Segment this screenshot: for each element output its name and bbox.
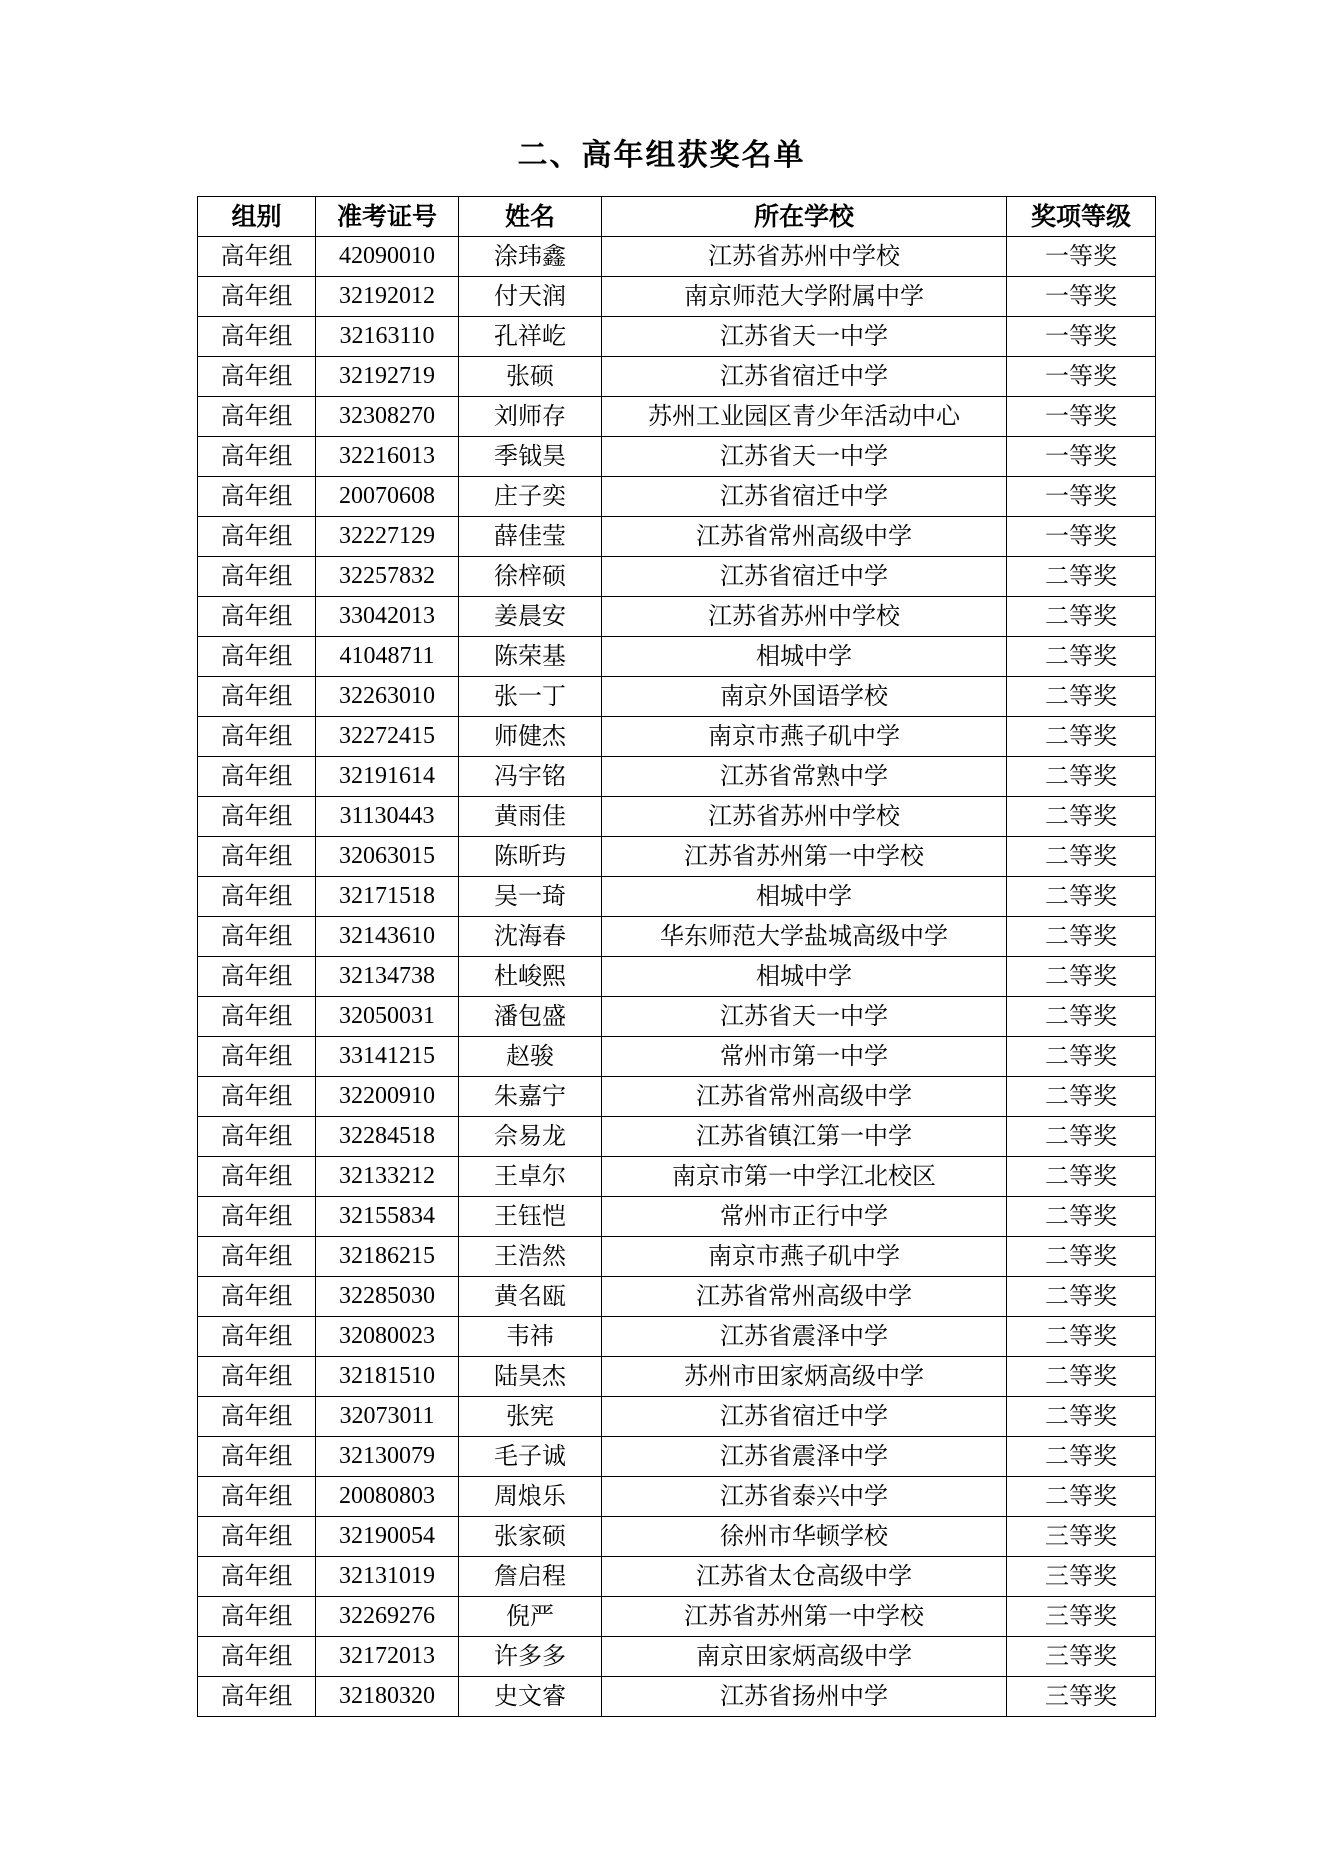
- cell-award-level: 二等奖: [1007, 1437, 1156, 1477]
- table-row: [198, 1557, 1156, 1597]
- cell-group: 高年组: [198, 997, 316, 1037]
- header-exam-id: 准考证号: [316, 197, 459, 237]
- cell-award-level: 一等奖: [1007, 477, 1156, 517]
- cell-exam-id: 31130443: [316, 797, 459, 837]
- cell-school: 江苏省苏州第一中学校: [602, 1597, 1007, 1637]
- award-table: [197, 196, 1156, 1717]
- table-row: [198, 1677, 1156, 1717]
- cell-exam-id: 32200910: [316, 1077, 459, 1117]
- page-title: 二、高年组获奖名单: [517, 138, 806, 173]
- cell-school: 江苏省震泽中学: [602, 1437, 1007, 1477]
- cell-name: 刘师存: [459, 397, 602, 437]
- cell-school: 江苏省常熟中学: [602, 757, 1007, 797]
- cell-award-level: 二等奖: [1007, 837, 1156, 877]
- table-row: [198, 1277, 1156, 1317]
- cell-award-level: 二等奖: [1007, 557, 1156, 597]
- table-row: [198, 997, 1156, 1037]
- table-row: [198, 757, 1156, 797]
- cell-award-level: 二等奖: [1007, 877, 1156, 917]
- header-name: 姓名: [459, 197, 602, 237]
- cell-award-level: 二等奖: [1007, 597, 1156, 637]
- cell-exam-id: 32163110: [316, 317, 459, 357]
- table-row: [198, 1397, 1156, 1437]
- cell-school: 江苏省太仓高级中学: [602, 1557, 1007, 1597]
- cell-award-level: 二等奖: [1007, 997, 1156, 1037]
- cell-group: 高年组: [198, 477, 316, 517]
- cell-exam-id: 32080023: [316, 1317, 459, 1357]
- table-row: [198, 1357, 1156, 1397]
- cell-award-level: 一等奖: [1007, 437, 1156, 477]
- cell-school: 江苏省天一中学: [602, 317, 1007, 357]
- cell-name: 朱嘉宁: [459, 1077, 602, 1117]
- cell-school: 江苏省常州高级中学: [602, 1277, 1007, 1317]
- cell-name: 杜峻熙: [459, 957, 602, 997]
- table-row: [198, 1077, 1156, 1117]
- cell-exam-id: 33141215: [316, 1037, 459, 1077]
- table-row: [198, 1437, 1156, 1477]
- cell-name: 许多多: [459, 1637, 602, 1677]
- table-row: [198, 1157, 1156, 1197]
- cell-group: 高年组: [198, 1477, 316, 1517]
- table-header-row: [198, 197, 1156, 237]
- cell-group: 高年组: [198, 557, 316, 597]
- cell-name: 陈昕玙: [459, 837, 602, 877]
- cell-name: 黄名瓯: [459, 1277, 602, 1317]
- cell-group: 高年组: [198, 957, 316, 997]
- cell-award-level: 一等奖: [1007, 277, 1156, 317]
- cell-school: 南京师范大学附属中学: [602, 277, 1007, 317]
- cell-exam-id: 32263010: [316, 677, 459, 717]
- cell-exam-id: 32186215: [316, 1237, 459, 1277]
- cell-group: 高年组: [198, 1357, 316, 1397]
- cell-group: 高年组: [198, 1557, 316, 1597]
- cell-exam-id: 32227129: [316, 517, 459, 557]
- table-row: [198, 437, 1156, 477]
- cell-name: 陆昊杰: [459, 1357, 602, 1397]
- cell-exam-id: 32272415: [316, 717, 459, 757]
- cell-exam-id: 32131019: [316, 1557, 459, 1597]
- cell-school: 江苏省宿迁中学: [602, 1397, 1007, 1437]
- cell-name: 倪严: [459, 1597, 602, 1637]
- cell-name: 张一丁: [459, 677, 602, 717]
- cell-name: 张家硕: [459, 1517, 602, 1557]
- table-row: [198, 517, 1156, 557]
- table-row: [198, 677, 1156, 717]
- cell-school: 南京外国语学校: [602, 677, 1007, 717]
- cell-exam-id: 32191614: [316, 757, 459, 797]
- cell-award-level: 二等奖: [1007, 1397, 1156, 1437]
- table-row: [198, 1517, 1156, 1557]
- cell-award-level: 二等奖: [1007, 957, 1156, 997]
- cell-group: 高年组: [198, 1117, 316, 1157]
- cell-group: 高年组: [198, 517, 316, 557]
- cell-award-level: 二等奖: [1007, 1317, 1156, 1357]
- table-row: [198, 1317, 1156, 1357]
- cell-name: 付天润: [459, 277, 602, 317]
- cell-school: 华东师范大学盐城高级中学: [602, 917, 1007, 957]
- cell-name: 张宪: [459, 1397, 602, 1437]
- header-group: 组别: [198, 197, 316, 237]
- cell-group: 高年组: [198, 1237, 316, 1277]
- table-row: [198, 1037, 1156, 1077]
- cell-award-level: 二等奖: [1007, 1197, 1156, 1237]
- cell-exam-id: 32285030: [316, 1277, 459, 1317]
- cell-name: 张硕: [459, 357, 602, 397]
- table-row: [198, 797, 1156, 837]
- cell-name: 徐梓硕: [459, 557, 602, 597]
- cell-name: 师健杰: [459, 717, 602, 757]
- cell-exam-id: 32172013: [316, 1637, 459, 1677]
- cell-award-level: 二等奖: [1007, 797, 1156, 837]
- cell-exam-id: 32073011: [316, 1397, 459, 1437]
- cell-exam-id: 32181510: [316, 1357, 459, 1397]
- table-row: [198, 637, 1156, 677]
- cell-school: 江苏省震泽中学: [602, 1317, 1007, 1357]
- cell-name: 涂玮鑫: [459, 237, 602, 277]
- table-row: [198, 1597, 1156, 1637]
- table-row: [198, 1197, 1156, 1237]
- cell-group: 高年组: [198, 677, 316, 717]
- cell-name: 薛佳莹: [459, 517, 602, 557]
- cell-school: 徐州市华顿学校: [602, 1517, 1007, 1557]
- cell-name: 冯宇铭: [459, 757, 602, 797]
- cell-award-level: 一等奖: [1007, 357, 1156, 397]
- cell-school: 江苏省扬州中学: [602, 1677, 1007, 1717]
- cell-school: 江苏省常州高级中学: [602, 517, 1007, 557]
- cell-school: 江苏省苏州第一中学校: [602, 837, 1007, 877]
- cell-school: 苏州市田家炳高级中学: [602, 1357, 1007, 1397]
- cell-award-level: 一等奖: [1007, 317, 1156, 357]
- cell-award-level: 二等奖: [1007, 637, 1156, 677]
- cell-group: 高年组: [198, 1517, 316, 1557]
- header-award-level: 奖项等级: [1007, 197, 1156, 237]
- cell-exam-id: 32155834: [316, 1197, 459, 1237]
- cell-name: 詹启程: [459, 1557, 602, 1597]
- cell-school: 江苏省苏州中学校: [602, 237, 1007, 277]
- cell-school: 江苏省天一中学: [602, 437, 1007, 477]
- cell-name: 王钰恺: [459, 1197, 602, 1237]
- cell-exam-id: 32192012: [316, 277, 459, 317]
- cell-exam-id: 32130079: [316, 1437, 459, 1477]
- cell-name: 沈海春: [459, 917, 602, 957]
- cell-award-level: 二等奖: [1007, 917, 1156, 957]
- cell-school: 江苏省泰兴中学: [602, 1477, 1007, 1517]
- cell-group: 高年组: [198, 1677, 316, 1717]
- cell-name: 季钺昊: [459, 437, 602, 477]
- cell-school: 南京市第一中学江北校区: [602, 1157, 1007, 1197]
- cell-exam-id: 41048711: [316, 637, 459, 677]
- table-row: [198, 597, 1156, 637]
- cell-group: 高年组: [198, 757, 316, 797]
- cell-group: 高年组: [198, 917, 316, 957]
- cell-group: 高年组: [198, 1317, 316, 1357]
- table-row: [198, 477, 1156, 517]
- table-row: [198, 877, 1156, 917]
- cell-name: 韦祎: [459, 1317, 602, 1357]
- cell-award-level: 二等奖: [1007, 1477, 1156, 1517]
- cell-exam-id: 32171518: [316, 877, 459, 917]
- cell-name: 王浩然: [459, 1237, 602, 1277]
- table-row: [198, 917, 1156, 957]
- cell-exam-id: 33042013: [316, 597, 459, 637]
- cell-group: 高年组: [198, 1597, 316, 1637]
- table-row: [198, 237, 1156, 277]
- cell-name: 庄子奕: [459, 477, 602, 517]
- cell-group: 高年组: [198, 437, 316, 477]
- cell-award-level: 一等奖: [1007, 237, 1156, 277]
- cell-award-level: 一等奖: [1007, 517, 1156, 557]
- cell-award-level: 二等奖: [1007, 1277, 1156, 1317]
- cell-name: 赵骏: [459, 1037, 602, 1077]
- table-row: [198, 1477, 1156, 1517]
- table-row: [198, 1637, 1156, 1677]
- table-row: [198, 957, 1156, 997]
- cell-school: 常州市第一中学: [602, 1037, 1007, 1077]
- cell-exam-id: 32308270: [316, 397, 459, 437]
- cell-award-level: 三等奖: [1007, 1677, 1156, 1717]
- cell-group: 高年组: [198, 877, 316, 917]
- table-row: [198, 277, 1156, 317]
- cell-award-level: 二等奖: [1007, 677, 1156, 717]
- cell-award-level: 三等奖: [1007, 1597, 1156, 1637]
- cell-group: 高年组: [198, 357, 316, 397]
- table-row: [198, 837, 1156, 877]
- cell-award-level: 二等奖: [1007, 1357, 1156, 1397]
- cell-exam-id: 20080803: [316, 1477, 459, 1517]
- cell-school: 江苏省镇江第一中学: [602, 1117, 1007, 1157]
- cell-award-level: 二等奖: [1007, 1237, 1156, 1277]
- cell-group: 高年组: [198, 1397, 316, 1437]
- cell-school: 江苏省宿迁中学: [602, 477, 1007, 517]
- cell-school: 江苏省宿迁中学: [602, 357, 1007, 397]
- cell-group: 高年组: [198, 1437, 316, 1477]
- cell-group: 高年组: [198, 277, 316, 317]
- cell-school: 相城中学: [602, 957, 1007, 997]
- table-row: [198, 357, 1156, 397]
- cell-name: 姜晨安: [459, 597, 602, 637]
- cell-exam-id: 32180320: [316, 1677, 459, 1717]
- cell-award-level: 三等奖: [1007, 1517, 1156, 1557]
- cell-name: 佘易龙: [459, 1117, 602, 1157]
- cell-group: 高年组: [198, 637, 316, 677]
- cell-exam-id: 32050031: [316, 997, 459, 1037]
- cell-exam-id: 32063015: [316, 837, 459, 877]
- cell-exam-id: 32190054: [316, 1517, 459, 1557]
- cell-exam-id: 32192719: [316, 357, 459, 397]
- cell-exam-id: 32133212: [316, 1157, 459, 1197]
- table-row: [198, 1117, 1156, 1157]
- header-school: 所在学校: [602, 197, 1007, 237]
- cell-school: 苏州工业园区青少年活动中心: [602, 397, 1007, 437]
- cell-exam-id: 32134738: [316, 957, 459, 997]
- cell-school: 江苏省常州高级中学: [602, 1077, 1007, 1117]
- cell-name: 孔祥屹: [459, 317, 602, 357]
- table-row: [198, 397, 1156, 437]
- cell-school: 江苏省宿迁中学: [602, 557, 1007, 597]
- cell-name: 陈荣基: [459, 637, 602, 677]
- cell-exam-id: 32216013: [316, 437, 459, 477]
- cell-group: 高年组: [198, 597, 316, 637]
- cell-award-level: 二等奖: [1007, 1037, 1156, 1077]
- cell-exam-id: 32269276: [316, 1597, 459, 1637]
- table-row: [198, 717, 1156, 757]
- cell-name: 周烺乐: [459, 1477, 602, 1517]
- table-row: [198, 557, 1156, 597]
- cell-group: 高年组: [198, 237, 316, 277]
- cell-group: 高年组: [198, 717, 316, 757]
- cell-school: 江苏省天一中学: [602, 997, 1007, 1037]
- cell-name: 潘包盛: [459, 997, 602, 1037]
- cell-school: 南京市燕子矶中学: [602, 1237, 1007, 1277]
- cell-school: 相城中学: [602, 877, 1007, 917]
- cell-award-level: 三等奖: [1007, 1557, 1156, 1597]
- cell-exam-id: 42090010: [316, 237, 459, 277]
- cell-school: 常州市正行中学: [602, 1197, 1007, 1237]
- cell-award-level: 二等奖: [1007, 757, 1156, 797]
- cell-name: 吴一琦: [459, 877, 602, 917]
- cell-group: 高年组: [198, 797, 316, 837]
- cell-school: 南京田家炳高级中学: [602, 1637, 1007, 1677]
- cell-award-level: 二等奖: [1007, 717, 1156, 757]
- cell-exam-id: 32257832: [316, 557, 459, 597]
- cell-award-level: 二等奖: [1007, 1117, 1156, 1157]
- cell-school: 江苏省苏州中学校: [602, 597, 1007, 637]
- cell-name: 史文睿: [459, 1677, 602, 1717]
- cell-name: 黄雨佳: [459, 797, 602, 837]
- cell-exam-id: 32284518: [316, 1117, 459, 1157]
- cell-group: 高年组: [198, 1037, 316, 1077]
- table-row: [198, 317, 1156, 357]
- cell-group: 高年组: [198, 397, 316, 437]
- cell-name: 王卓尔: [459, 1157, 602, 1197]
- cell-group: 高年组: [198, 1637, 316, 1677]
- cell-award-level: 三等奖: [1007, 1637, 1156, 1677]
- cell-award-level: 一等奖: [1007, 397, 1156, 437]
- cell-group: 高年组: [198, 1077, 316, 1117]
- cell-exam-id: 20070608: [316, 477, 459, 517]
- cell-group: 高年组: [198, 1277, 316, 1317]
- cell-school: 南京市燕子矶中学: [602, 717, 1007, 757]
- cell-group: 高年组: [198, 1197, 316, 1237]
- cell-award-level: 二等奖: [1007, 1077, 1156, 1117]
- cell-school: 江苏省苏州中学校: [602, 797, 1007, 837]
- table-row: [198, 1237, 1156, 1277]
- cell-group: 高年组: [198, 1157, 316, 1197]
- cell-school: 相城中学: [602, 637, 1007, 677]
- table-body: [198, 237, 1156, 1717]
- cell-group: 高年组: [198, 837, 316, 877]
- cell-exam-id: 32143610: [316, 917, 459, 957]
- cell-name: 毛子诚: [459, 1437, 602, 1477]
- cell-award-level: 二等奖: [1007, 1157, 1156, 1197]
- cell-group: 高年组: [198, 317, 316, 357]
